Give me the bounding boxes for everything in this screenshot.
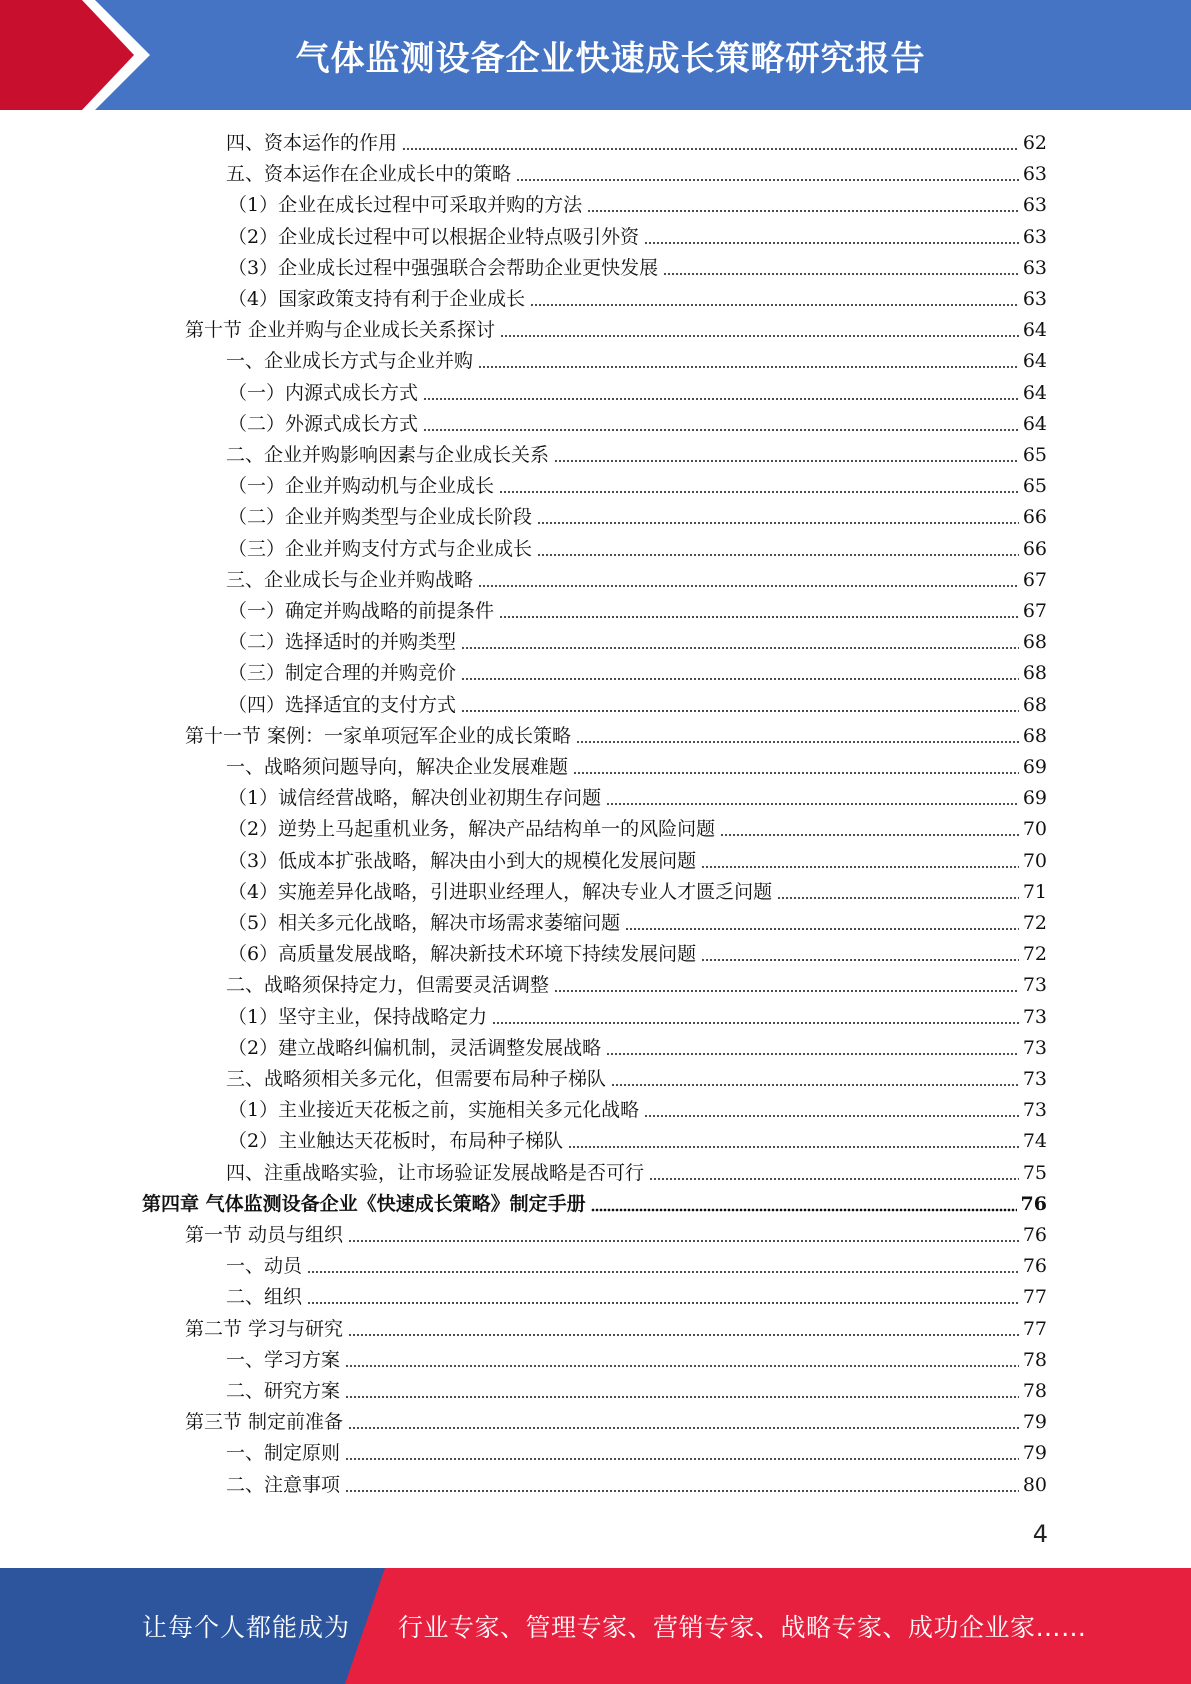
toc-entry-page: 64 bbox=[1022, 382, 1047, 404]
toc-entry[interactable] bbox=[228, 1002, 1047, 1033]
toc-entry[interactable] bbox=[226, 440, 1047, 471]
toc-entry[interactable] bbox=[228, 1033, 1047, 1064]
toc-entry-page: 73 bbox=[1022, 1099, 1047, 1121]
toc-entry-page: 68 bbox=[1022, 725, 1047, 747]
toc-entry-title: 第三节 制定前准备 bbox=[185, 1411, 344, 1433]
toc-entry-title: （一）企业并购动机与企业成长 bbox=[228, 475, 495, 497]
toc-entry-title: 第一节 动员与组织 bbox=[185, 1224, 344, 1246]
toc-dot-leader bbox=[348, 1425, 1019, 1431]
toc-entry-title: （4）国家政策支持有利于企业成长 bbox=[228, 288, 526, 310]
toc-entry-page: 78 bbox=[1022, 1380, 1047, 1402]
toc-entry-page: 79 bbox=[1022, 1442, 1047, 1464]
toc-entry-title: 二、研究方案 bbox=[226, 1380, 341, 1402]
toc-entry[interactable] bbox=[226, 159, 1047, 190]
toc-entry-title: 四、注重战略实验，让市场验证发展战略是否可行 bbox=[226, 1162, 645, 1184]
toc-entry-title: （3）低成本扩张战略，解决由小到大的规模化发展问题 bbox=[228, 850, 697, 872]
page-number: 4 bbox=[1032, 1520, 1048, 1548]
toc-entry[interactable] bbox=[226, 1376, 1047, 1407]
toc-entry-title: 一、动员 bbox=[226, 1255, 303, 1277]
toc-entry-title: 三、战略须相关多元化，但需要布局种子梯队 bbox=[226, 1068, 607, 1090]
toc-entry-title: （四）选择适宜的支付方式 bbox=[228, 694, 457, 716]
toc-dot-leader bbox=[461, 708, 1019, 714]
toc-entry-title: （1）主业接近天花板之前，实施相关多元化战略 bbox=[228, 1099, 640, 1121]
toc-entry-title: 四、资本运作的作用 bbox=[226, 132, 398, 154]
toc-entry-title: 二、注意事项 bbox=[226, 1474, 341, 1496]
toc-entry[interactable] bbox=[142, 1189, 1047, 1220]
toc-entry[interactable] bbox=[228, 1095, 1047, 1126]
toc-entry[interactable] bbox=[226, 346, 1047, 377]
toc-entry-page: 66 bbox=[1022, 506, 1047, 528]
toc-entry[interactable] bbox=[185, 1220, 1047, 1251]
toc-dot-leader bbox=[516, 177, 1019, 183]
page-footer bbox=[0, 1568, 1191, 1684]
toc-dot-leader bbox=[587, 208, 1019, 214]
toc-entry-title: （一）确定并购战略的前提条件 bbox=[228, 600, 495, 622]
toc-dot-leader bbox=[554, 458, 1019, 464]
toc-dot-leader bbox=[499, 614, 1019, 620]
toc-entry-page: 63 bbox=[1022, 163, 1047, 185]
toc-entry-page: 79 bbox=[1022, 1411, 1047, 1433]
toc-entry-title: （2）建立战略纠偏机制，灵活调整发展战略 bbox=[228, 1037, 602, 1059]
toc-dot-leader bbox=[537, 552, 1019, 558]
toc-entry-page: 73 bbox=[1022, 1068, 1047, 1090]
toc-dot-leader bbox=[701, 957, 1019, 963]
toc-entry-title: （二）外源式成长方式 bbox=[228, 413, 419, 435]
toc-entry-page: 67 bbox=[1022, 569, 1047, 591]
toc-entry-title: （二）选择适时的并购类型 bbox=[228, 631, 457, 653]
toc-entry[interactable] bbox=[226, 1345, 1047, 1376]
toc-entry-page: 72 bbox=[1022, 912, 1047, 934]
toc-entry[interactable] bbox=[228, 877, 1047, 908]
toc-entry-page: 67 bbox=[1022, 600, 1047, 622]
toc-entry-page: 63 bbox=[1022, 226, 1047, 248]
toc-entry-page: 75 bbox=[1022, 1162, 1047, 1184]
toc-entry[interactable] bbox=[226, 1158, 1047, 1189]
toc-entry[interactable] bbox=[228, 190, 1047, 221]
toc-dot-leader bbox=[345, 1363, 1019, 1369]
toc-entry-page: 70 bbox=[1022, 850, 1047, 872]
toc-entry[interactable] bbox=[226, 1470, 1047, 1501]
toc-dot-leader bbox=[625, 926, 1019, 932]
toc-dot-leader bbox=[461, 676, 1019, 682]
toc-entry[interactable] bbox=[228, 814, 1047, 845]
toc-entry-title: （二）企业并购类型与企业成长阶段 bbox=[228, 506, 533, 528]
footer-slogan-left: 让每个人都能成为 bbox=[142, 1613, 351, 1642]
toc-entry[interactable] bbox=[226, 752, 1047, 783]
toc-entry-page: 69 bbox=[1022, 756, 1047, 778]
toc-entry[interactable] bbox=[185, 1314, 1047, 1345]
toc-entry-page: 71 bbox=[1022, 881, 1047, 903]
toc-dot-leader bbox=[307, 1269, 1019, 1275]
toc-entry[interactable] bbox=[185, 315, 1047, 346]
toc-dot-leader bbox=[345, 1488, 1019, 1494]
toc-entry-page: 64 bbox=[1022, 350, 1047, 372]
toc-dot-leader bbox=[663, 271, 1019, 277]
toc-entry-page: 76 bbox=[1022, 1224, 1047, 1246]
toc-dot-leader bbox=[537, 520, 1019, 526]
toc-entry[interactable] bbox=[228, 502, 1047, 533]
toc-dot-leader bbox=[423, 427, 1019, 433]
toc-entry[interactable] bbox=[185, 1407, 1047, 1438]
toc-dot-leader bbox=[568, 1144, 1019, 1150]
toc-entry[interactable] bbox=[228, 284, 1047, 315]
toc-dot-leader bbox=[611, 1082, 1019, 1088]
toc-entry[interactable] bbox=[226, 128, 1047, 159]
toc-entry[interactable] bbox=[185, 721, 1047, 752]
toc-dot-leader bbox=[701, 864, 1019, 870]
toc-entry[interactable] bbox=[228, 253, 1047, 284]
toc-entry-title: （三）制定合理的并购竞价 bbox=[228, 662, 457, 684]
toc-entry-page: 68 bbox=[1022, 662, 1047, 684]
toc-entry-page: 76 bbox=[1022, 1255, 1047, 1277]
toc-entry-page: 73 bbox=[1022, 1037, 1047, 1059]
toc-dot-leader bbox=[307, 1300, 1019, 1306]
toc-entry-title: 一、学习方案 bbox=[226, 1349, 341, 1371]
toc-entry-title: （一）内源式成长方式 bbox=[228, 382, 419, 404]
toc-entry[interactable] bbox=[228, 690, 1047, 721]
toc-entry-page: 63 bbox=[1022, 257, 1047, 279]
toc-entry-title: （1）诚信经营战略，解决创业初期生存问题 bbox=[228, 787, 602, 809]
toc-entry[interactable] bbox=[228, 846, 1047, 877]
toc-entry-page: 69 bbox=[1022, 787, 1047, 809]
toc-entry[interactable] bbox=[226, 1251, 1047, 1282]
toc-dot-leader bbox=[345, 1456, 1019, 1462]
toc-entry-title: （2）逆势上马起重机业务，解决产品结构单一的风险问题 bbox=[228, 818, 716, 840]
toc-entry[interactable] bbox=[228, 534, 1047, 565]
toc-entry[interactable] bbox=[228, 596, 1047, 627]
toc-dot-leader bbox=[423, 396, 1019, 402]
toc-entry-title: （2）主业触达天花板时，布局种子梯队 bbox=[228, 1130, 564, 1152]
toc-entry[interactable] bbox=[226, 565, 1047, 596]
toc-entry-title: 第十节 企业并购与企业成长关系探讨 bbox=[185, 319, 496, 341]
toc-entry[interactable] bbox=[226, 1282, 1047, 1313]
toc-entry-page: 63 bbox=[1022, 288, 1047, 310]
toc-dot-leader bbox=[500, 333, 1019, 339]
toc-dot-leader bbox=[345, 1394, 1019, 1400]
toc-dot-leader bbox=[348, 1238, 1019, 1244]
toc-dot-leader bbox=[644, 1113, 1019, 1119]
toc-entry[interactable] bbox=[228, 783, 1047, 814]
header-arrow-wedge bbox=[0, 0, 160, 110]
toc-entry[interactable] bbox=[228, 378, 1047, 409]
toc-entry-page: 74 bbox=[1022, 1130, 1047, 1152]
toc-entry-page: 78 bbox=[1022, 1349, 1047, 1371]
toc-dot-leader bbox=[644, 240, 1019, 246]
toc-entry[interactable] bbox=[228, 908, 1047, 939]
toc-entry-title: 第四章 气体监测设备企业《快速成长策略》制定手册 bbox=[142, 1193, 586, 1215]
toc-entry-title: 三、企业成长与企业并购战略 bbox=[226, 569, 474, 591]
toc-entry-title: 第二节 学习与研究 bbox=[185, 1318, 344, 1340]
toc-entry-title: 五、资本运作在企业成长中的策略 bbox=[226, 163, 512, 185]
toc-entry-page: 64 bbox=[1022, 413, 1047, 435]
toc-entry-title: （6）高质量发展战略，解决新技术环境下持续发展问题 bbox=[228, 943, 697, 965]
toc-entry-page: 73 bbox=[1022, 974, 1047, 996]
toc-dot-leader bbox=[492, 1020, 1019, 1026]
toc-dot-leader bbox=[499, 489, 1019, 495]
toc-entry-title: 一、战略须问题导向，解决企业发展难题 bbox=[226, 756, 569, 778]
toc-entry-title: 二、战略须保持定力，但需要灵活调整 bbox=[226, 974, 550, 996]
toc-dot-leader bbox=[478, 583, 1019, 589]
toc-entry-page: 77 bbox=[1022, 1286, 1047, 1308]
toc-entry[interactable] bbox=[228, 471, 1047, 502]
toc-dot-leader bbox=[606, 801, 1019, 807]
toc-entry-page: 68 bbox=[1022, 631, 1047, 653]
toc-entry-page: 72 bbox=[1022, 943, 1047, 965]
toc-dot-leader bbox=[461, 645, 1019, 651]
toc-entry-title: （2）企业成长过程中可以根据企业特点吸引外资 bbox=[228, 226, 640, 248]
toc-dot-leader bbox=[530, 302, 1019, 308]
toc-entry[interactable] bbox=[226, 1438, 1047, 1469]
toc-dot-leader bbox=[348, 1332, 1019, 1338]
toc-entry-title: 二、组织 bbox=[226, 1286, 303, 1308]
toc-entry-page: 70 bbox=[1022, 818, 1047, 840]
footer-slogan-right: 行业专家、管理专家、营销专家、战略专家、成功企业家…… bbox=[398, 1613, 1087, 1642]
toc-entry-page: 65 bbox=[1022, 475, 1047, 497]
toc-entry-title: 第十一节 案例：一家单项冠军企业的成长策略 bbox=[185, 725, 572, 747]
toc-dot-leader bbox=[573, 770, 1019, 776]
toc-entry-title: 一、制定原则 bbox=[226, 1442, 341, 1464]
toc-entry-title: （5）相关多元化战略，解决市场需求萎缩问题 bbox=[228, 912, 621, 934]
toc-entry-title: 一、企业成长方式与企业并购 bbox=[226, 350, 474, 372]
toc-entry-page: 77 bbox=[1022, 1318, 1047, 1340]
toc-entry-title: （4）实施差异化战略，引进职业经理人，解决专业人才匮乏问题 bbox=[228, 881, 773, 903]
toc-dot-leader bbox=[591, 1207, 1017, 1213]
toc-entry-page: 68 bbox=[1022, 694, 1047, 716]
toc-entry-title: 二、企业并购影响因素与企业成长关系 bbox=[226, 444, 550, 466]
toc-dot-leader bbox=[554, 988, 1019, 994]
toc-dot-leader bbox=[478, 364, 1019, 370]
toc-entry[interactable] bbox=[228, 409, 1047, 440]
report-title: 气体监测设备企业快速成长策略研究报告 bbox=[295, 38, 926, 79]
toc-entry-page: 73 bbox=[1022, 1006, 1047, 1028]
toc-entry-page: 63 bbox=[1022, 194, 1047, 216]
toc-entry[interactable] bbox=[228, 627, 1047, 658]
toc-entry-page: 62 bbox=[1022, 132, 1047, 154]
toc-dot-leader bbox=[649, 1176, 1019, 1182]
toc-entry[interactable] bbox=[226, 970, 1047, 1001]
toc-dot-leader bbox=[720, 832, 1019, 838]
toc-entry[interactable] bbox=[226, 1064, 1047, 1095]
toc-entry-page: 76 bbox=[1020, 1193, 1047, 1215]
toc-dot-leader bbox=[606, 1051, 1019, 1057]
toc-entry-page: 64 bbox=[1022, 319, 1047, 341]
toc-dot-leader bbox=[576, 739, 1019, 745]
toc-entry-title: （1）坚守主业，保持战略定力 bbox=[228, 1006, 488, 1028]
toc-entry-page: 80 bbox=[1022, 1474, 1047, 1496]
toc-entry[interactable] bbox=[228, 939, 1047, 970]
toc-entry-page: 66 bbox=[1022, 538, 1047, 560]
toc-entry-page: 65 bbox=[1022, 444, 1047, 466]
toc-entry-title: （三）企业并购支付方式与企业成长 bbox=[228, 538, 533, 560]
toc-entry-title: （1）企业在成长过程中可采取并购的方法 bbox=[228, 194, 583, 216]
toc-dot-leader bbox=[777, 895, 1019, 901]
toc-entry[interactable] bbox=[228, 1126, 1047, 1157]
page-header bbox=[0, 0, 1191, 110]
toc-dot-leader bbox=[402, 146, 1019, 152]
toc-entry-title: （3）企业成长过程中强强联合会帮助企业更快发展 bbox=[228, 257, 659, 279]
toc-entry[interactable] bbox=[228, 658, 1047, 689]
toc-entry[interactable] bbox=[228, 222, 1047, 253]
